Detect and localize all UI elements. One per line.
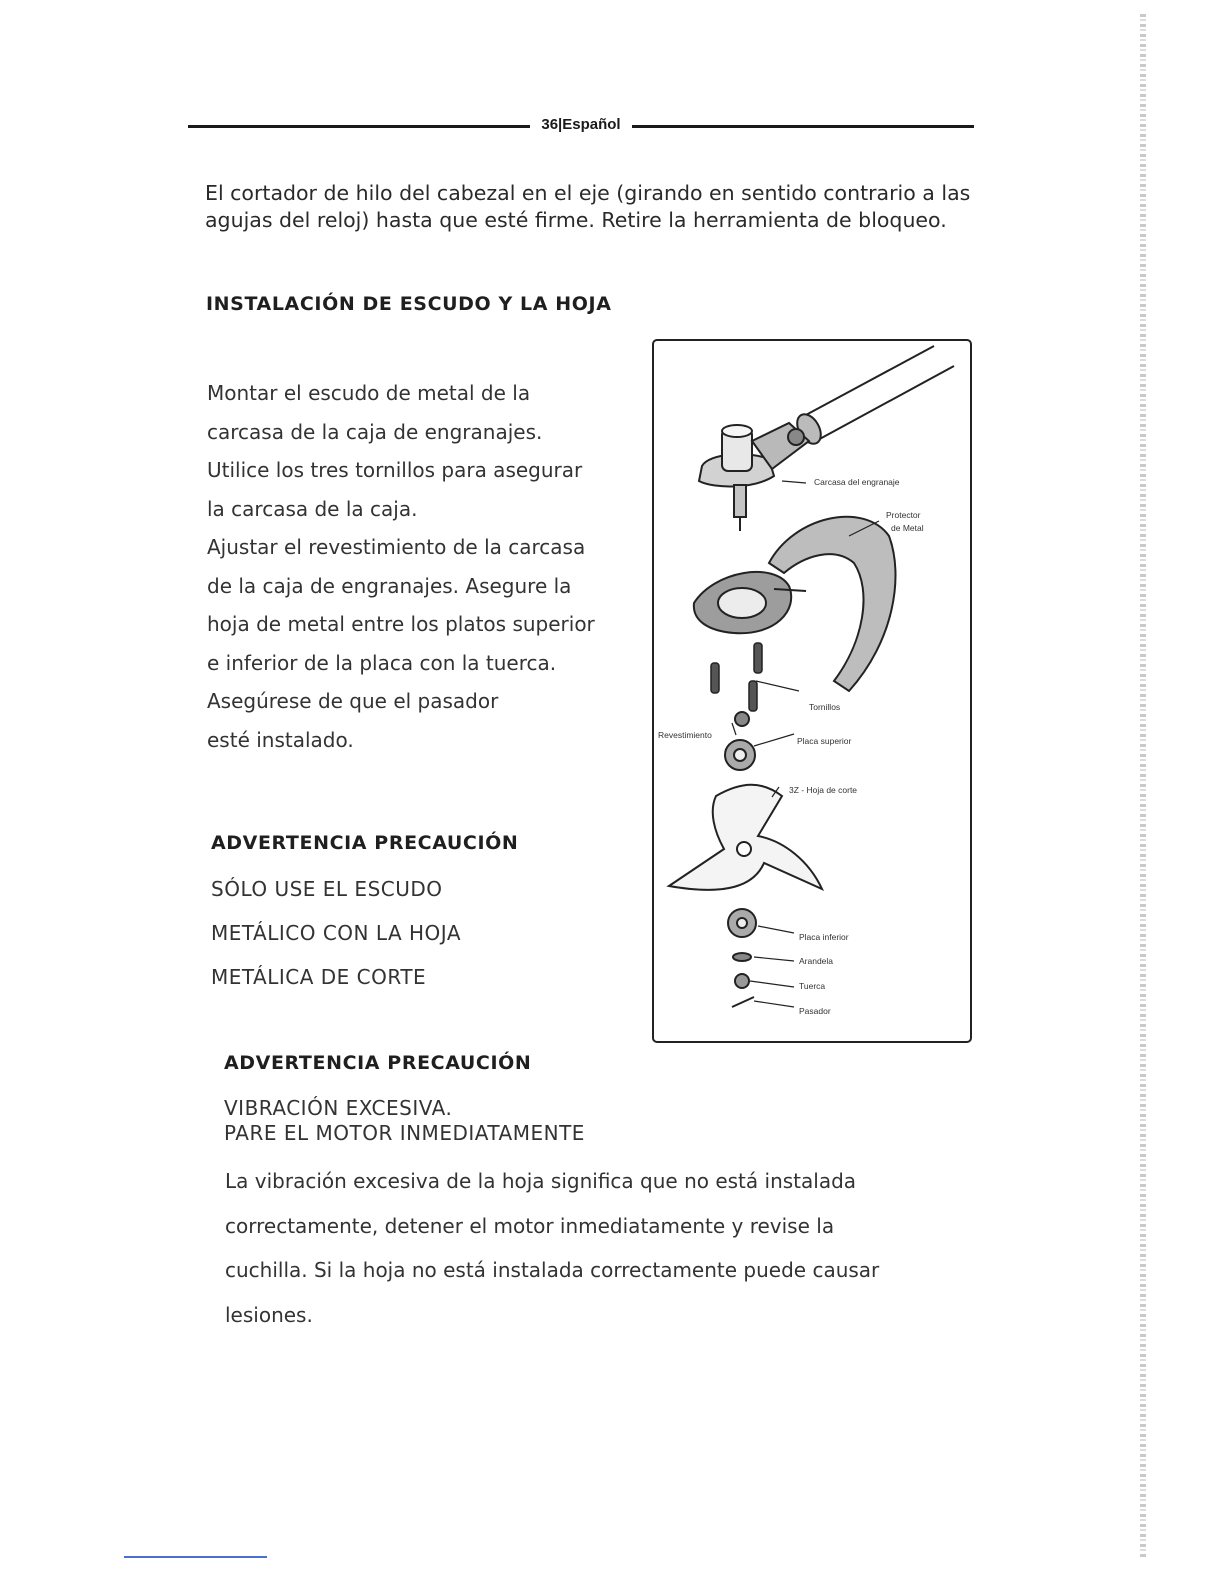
- step-line: Ajustar el revestimiento de la carcasa: [207, 535, 586, 559]
- intro-paragraph: El cortador de hilo del cabezal en el eje (girando en sentido contrario a las agujas del reloj) hasta que esté firme. Retire la herramienta de bloqueo.: [205, 181, 971, 232]
- page-number-label: 36|Español: [541, 116, 621, 133]
- installation-steps: [207, 378, 637, 763]
- assembly-diagram: [652, 339, 972, 1043]
- label-screws: Tornillos: [809, 702, 841, 712]
- label-shield-line2: de Metal: [891, 523, 924, 533]
- header-rule-left: [188, 125, 530, 128]
- scan-edge: [1140, 14, 1146, 1559]
- blade-drawing: [669, 785, 822, 890]
- screws-drawing: [711, 643, 762, 711]
- body-line: lesiones.: [225, 1302, 313, 1327]
- label-liner: Revestimiento: [658, 730, 712, 740]
- step-line: Asegúrese de que el pasador: [207, 689, 499, 713]
- step-line: esté instalado.: [207, 727, 354, 752]
- warning-line: METÁLICA DE CORTE: [211, 965, 427, 989]
- step-line: de la caja de engranajes. Asegure la: [207, 573, 572, 598]
- label-washer: Arandela: [799, 956, 834, 966]
- body-line: La vibración excesiva de la hoja significa que no está instalada: [225, 1169, 857, 1193]
- label-shield-line1: Protector: [886, 510, 921, 520]
- label-nut: Tuerca: [799, 981, 826, 991]
- step-line: la carcasa de la caja.: [207, 496, 418, 521]
- body-line: correctamente, detener el motor inmediatamente y revise la: [225, 1213, 835, 1238]
- assembly-diagram-drawing: [654, 341, 970, 1041]
- page-header: [188, 116, 974, 138]
- step-line: hoja de metal entre los platos superior: [207, 612, 595, 636]
- warning-1-lines: [211, 874, 461, 1006]
- label-gearbox: Carcasa del engranaje: [814, 477, 900, 487]
- shield-drawing: [694, 517, 896, 691]
- shaft-drawing: [792, 346, 954, 448]
- warning-line: SÓLO USE EL ESCUDO: [211, 877, 443, 901]
- body-line: cuchilla. Si la hoja no está instalada correctamente puede causar: [225, 1258, 880, 1282]
- label-upper-plate: Placa superior: [797, 736, 852, 746]
- footer-link-underline: [124, 1556, 267, 1558]
- vibration-paragraph: [225, 1166, 965, 1344]
- warning-heading-2: ADVERTENCIA PRECAUCIÓN: [224, 1052, 532, 1074]
- section-heading: INSTALACIÓN DE ESCUDO Y LA HOJA: [206, 293, 612, 315]
- step-line: carcasa de la caja de engranajes.: [207, 419, 543, 444]
- warning-heading-1: ADVERTENCIA PRECAUCIÓN: [211, 832, 519, 854]
- header-rule-right: [632, 125, 974, 128]
- warning-line: METÁLICO CON LA HOJA: [211, 921, 462, 945]
- lower-parts-drawing: [728, 909, 756, 1007]
- upper-plate-drawing: [725, 712, 755, 770]
- step-line: e inferior de la placa con la tuerca.: [207, 650, 557, 675]
- label-blade: 3Z - Hoja de corte: [789, 785, 858, 795]
- warning-line: VIBRACIÓN EXCESIVA.: [224, 1096, 453, 1120]
- gearbox-drawing: [699, 423, 809, 531]
- label-pin: Pasador: [799, 1006, 831, 1016]
- step-line: Montar el escudo de metal de la: [207, 381, 531, 405]
- warning-2-lines: [224, 1096, 585, 1146]
- warning-line: PARE EL MOTOR INMEDIATAMENTE: [224, 1121, 585, 1145]
- label-lower-plate: Placa inferior: [799, 932, 849, 942]
- step-line: Utilice los tres tornillos para asegurar: [207, 458, 583, 482]
